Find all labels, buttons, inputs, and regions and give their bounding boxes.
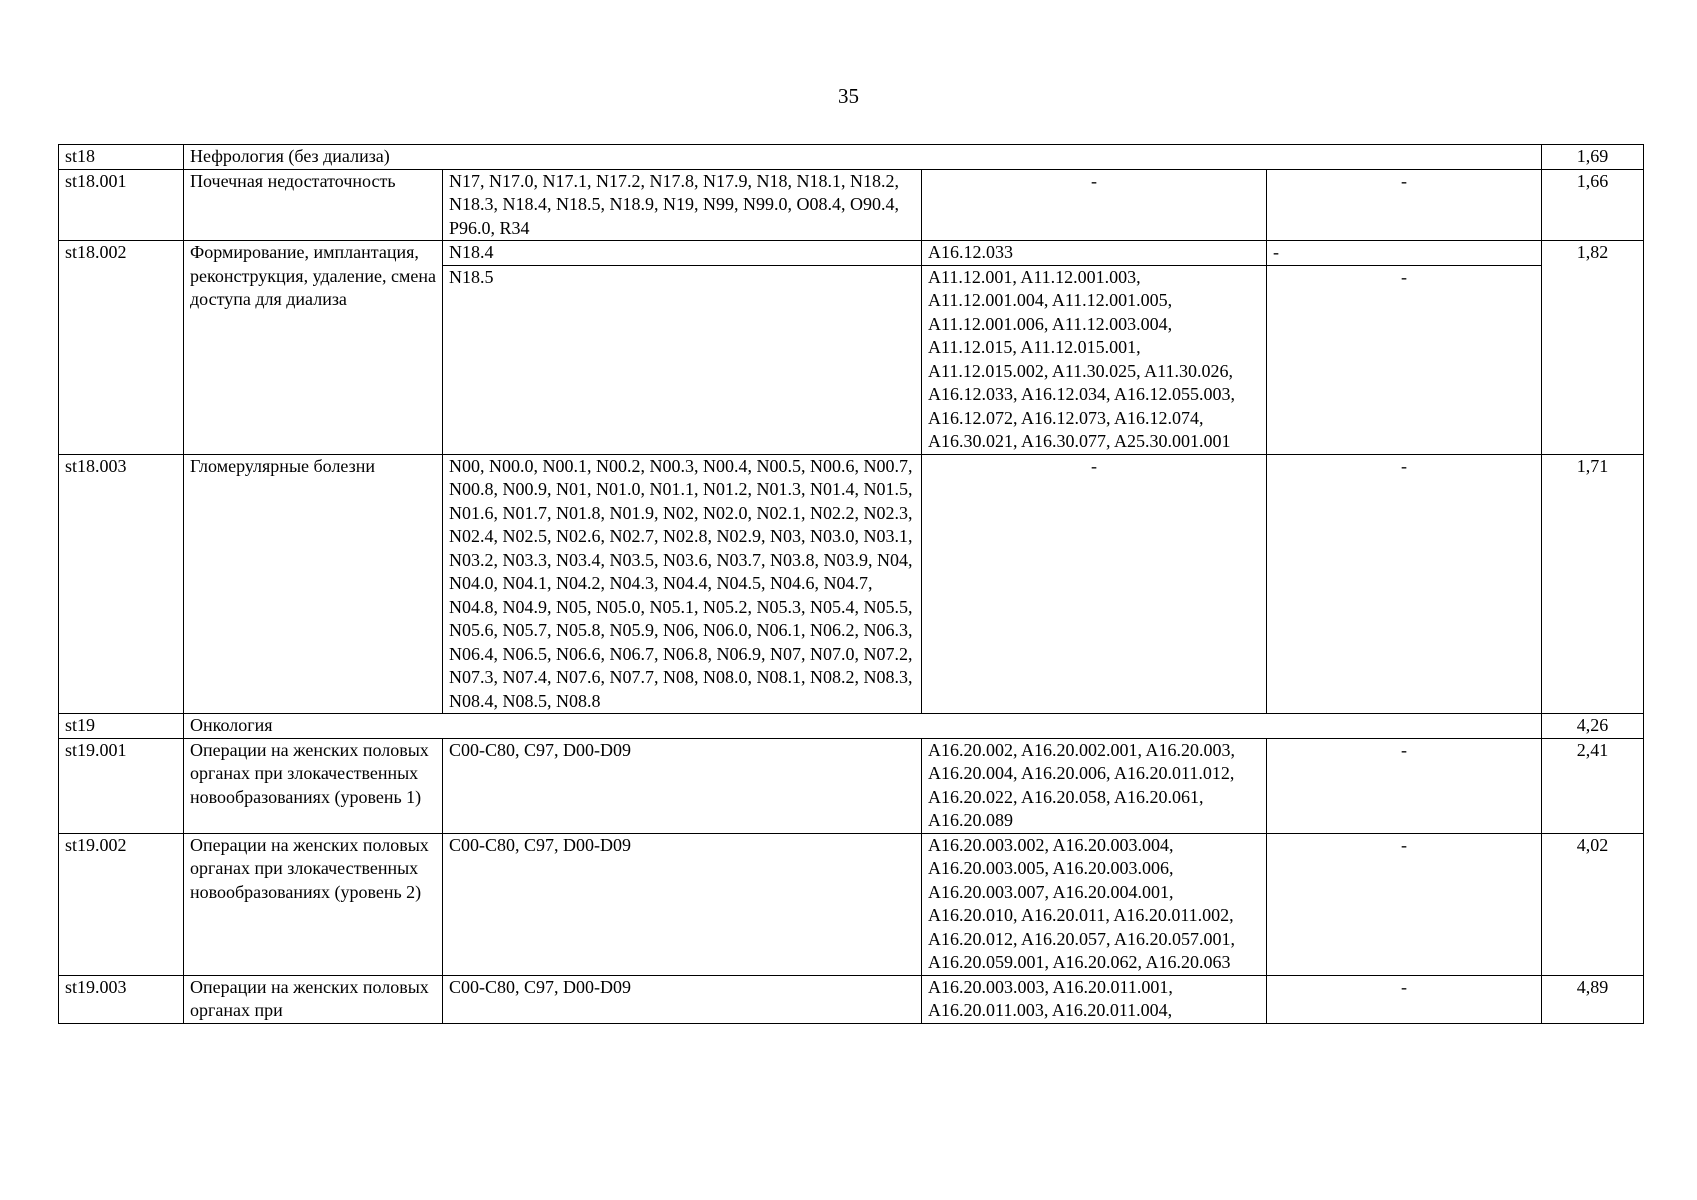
row-coef: 2,41 xyxy=(1542,738,1644,833)
row-other: - xyxy=(1267,833,1542,975)
table-row-st19-001 xyxy=(59,738,1644,833)
row-services: A11.12.001, A11.12.001.003, A11.12.001.004, A11.12.001.005, A11.12.001.006, A11.12.003.004, A11.12.015, A11.12.015.001, A11.12.015.002, A11.30.025, A11.30.026, A16.12.033, A16.12.034, A16.12.055.003, A16.12.072, A16.12.073, A16.12.074, A16.30.021, A16.30.077, A25.30.001.001 xyxy=(922,265,1267,454)
row-diagnoses: N00, N00.0, N00.1, N00.2, N00.3, N00.4, N00.5, N00.6, N00.7, N00.8, N00.9, N01, N01.0, N01.1, N01.2, N01.3, N01.4, N01.5, N01.6, N01.7, N01.8, N01.9, N02, N02.0, N02.1, N02.2, N02.3, N02.4, N02.5, N02.6, N02.7, N02.8, N02.9, N03, N03.0, N03.1, N03.2, N03.3, N03.4, N03.5, N03.6, N03.7, N03.8, N03.9, N04, N04.0, N04.1, N04.2, N04.3, N04.4, N04.5, N04.6, N04.7, N04.8, N04.9, N05, N05.0, N05.1, N05.2, N05.3, N05.4, N05.5, N05.6, N05.7, N05.8, N05.9, N06, N06.0, N06.1, N06.2, N06.3, N06.4, N06.5, N06.6, N06.7, N06.8, N06.9, N07, N07.0, N07.2, N07.3, N07.4, N07.6, N07.7, N08, N08.0, N08.1, N08.2, N08.3, N08.4, N08.5, N08.8 xyxy=(443,454,922,714)
row-coef: 1,82 xyxy=(1542,241,1644,455)
row-diagnoses: C00-C80, C97, D00-D09 xyxy=(443,975,922,1023)
table-row-st18-003 xyxy=(59,454,1644,714)
row-other: - xyxy=(1267,169,1542,241)
row-diagnoses: N18.4 xyxy=(443,241,922,266)
section-row-st18 xyxy=(59,145,1644,170)
table-row-st19-002 xyxy=(59,833,1644,975)
row-coef: 4,02 xyxy=(1542,833,1644,975)
row-code: st19.001 xyxy=(59,738,184,833)
table-row-st18-001 xyxy=(59,169,1644,241)
row-coef: 4,89 xyxy=(1542,975,1644,1023)
section-name: Онкология xyxy=(184,714,1542,739)
row-name: Операции на женских половых органах при xyxy=(184,975,443,1023)
page-number: 35 xyxy=(838,84,859,108)
row-other: - xyxy=(1267,975,1542,1023)
row-diagnoses: C00-C80, C97, D00-D09 xyxy=(443,738,922,833)
row-services: A16.20.002, A16.20.002.001, A16.20.003, A16.20.004, A16.20.006, A16.20.011.012, A16.20.022, A16.20.058, A16.20.061, A16.20.089 xyxy=(922,738,1267,833)
section-name: Нефрология (без диализа) xyxy=(184,145,1542,170)
row-coef: 1,66 xyxy=(1542,169,1644,241)
row-services: A16.12.033 xyxy=(922,241,1267,266)
row-diagnoses: N18.5 xyxy=(443,265,922,454)
row-name: Операции на женских половых органах при злокачественных новообразованиях (уровень 1) xyxy=(184,738,443,833)
row-name: Формирование, имплантация, реконструкция, удаление, смена доступа для диализа xyxy=(184,241,443,455)
row-other: - xyxy=(1267,265,1542,454)
section-code: st18 xyxy=(59,145,184,170)
row-diagnoses: N17, N17.0, N17.1, N17.2, N17.8, N17.9, N18, N18.1, N18.2, N18.3, N18.4, N18.5, N18.9, N19, N99, N99.0, O08.4, O90.4, P96.0, R34 xyxy=(443,169,922,241)
row-services: A16.20.003.002, A16.20.003.004, A16.20.003.005, A16.20.003.006, A16.20.003.007, A16.20.004.001, A16.20.010, A16.20.011, A16.20.011.002, A16.20.012, A16.20.057, A16.20.057.001, A16.20.059.001, A16.20.062, A16.20.063 xyxy=(922,833,1267,975)
table-row-st18-002 xyxy=(59,241,1644,266)
section-coef: 1,69 xyxy=(1542,145,1644,170)
row-code: st19.003 xyxy=(59,975,184,1023)
row-other: - xyxy=(1267,454,1542,714)
row-services: - xyxy=(922,169,1267,241)
row-name: Гломерулярные болезни xyxy=(184,454,443,714)
row-name: Почечная недостаточность xyxy=(184,169,443,241)
row-name: Операции на женских половых органах при злокачественных новообразованиях (уровень 2) xyxy=(184,833,443,975)
section-row-st19 xyxy=(59,714,1644,739)
row-other: - xyxy=(1267,738,1542,833)
row-code: st18.001 xyxy=(59,169,184,241)
row-code: st18.003 xyxy=(59,454,184,714)
ksg-table xyxy=(58,144,1644,1024)
row-other: - xyxy=(1267,241,1542,266)
section-coef: 4,26 xyxy=(1542,714,1644,739)
row-coef: 1,71 xyxy=(1542,454,1644,714)
row-diagnoses: C00-C80, C97, D00-D09 xyxy=(443,833,922,975)
table-row-st19-003 xyxy=(59,975,1644,1023)
section-code: st19 xyxy=(59,714,184,739)
row-code: st18.002 xyxy=(59,241,184,455)
row-services: - xyxy=(922,454,1267,714)
row-code: st19.002 xyxy=(59,833,184,975)
row-services: A16.20.003.003, A16.20.011.001, A16.20.011.003, A16.20.011.004, xyxy=(922,975,1267,1023)
